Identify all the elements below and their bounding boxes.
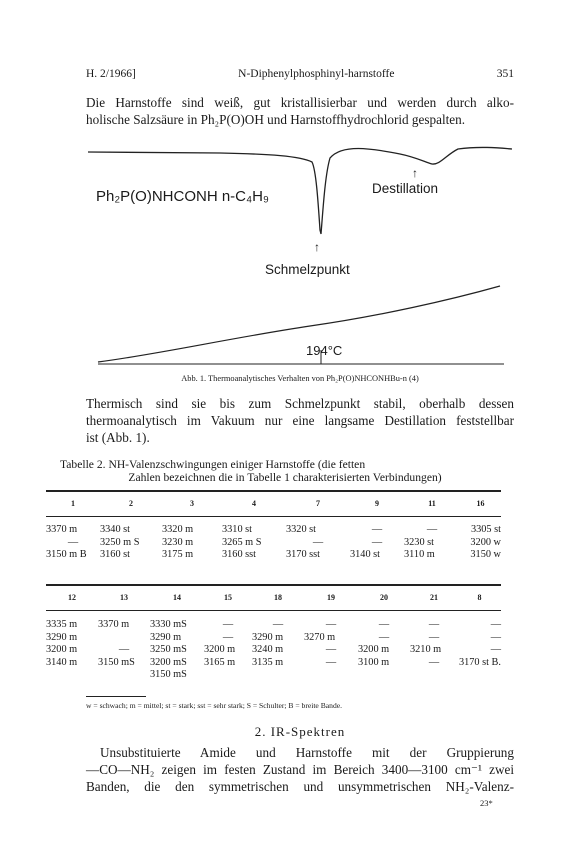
column-header: 3: [190, 498, 194, 508]
table-cell: 3320 m: [162, 524, 194, 535]
footnote-rule: [86, 696, 146, 697]
column-header: 19: [327, 592, 335, 602]
table-cell: [98, 669, 150, 682]
intro-paragraph: [86, 94, 514, 128]
column-header: 2: [129, 498, 133, 508]
table-cell: 3370 m: [46, 524, 78, 535]
table-cell: 3200 m: [204, 644, 236, 656]
table-cell: [252, 669, 304, 682]
table-cell: 3170 sst: [286, 549, 321, 561]
section-heading: 2. IR-Spektren: [254, 724, 346, 739]
table-cell: —: [67, 536, 79, 548]
table-cell: —: [490, 631, 501, 643]
table-cell: 3160 sst: [222, 549, 257, 561]
column-header: 18: [274, 592, 282, 602]
table-cell: 3150 mS: [150, 669, 187, 681]
column-header: 11: [428, 498, 436, 508]
table-cell: 3270 m: [304, 631, 336, 643]
table-cell: 3170 st B.: [458, 656, 501, 668]
table-row: [46, 657, 501, 670]
thermoanalysis-figure: [80, 140, 520, 380]
table-cell: 3150 mS: [98, 656, 135, 668]
column-header: 4: [252, 498, 256, 508]
table-title: [60, 458, 510, 484]
column-header: 20: [380, 592, 388, 602]
table-cell: —: [378, 619, 390, 630]
table-cell: 3160 st: [100, 549, 131, 561]
table-cell: [458, 669, 501, 682]
temperature-label: 194°C: [306, 343, 343, 358]
table-cell: —: [378, 631, 390, 643]
table-cell: [98, 632, 150, 645]
table-cell: —: [428, 656, 440, 668]
section-line: Banden, die den symmetrischen und unsymmetrischen NH₂-Valenz-: [86, 779, 514, 794]
table-cell: 3335 m: [46, 619, 78, 630]
table-header-row: [46, 492, 501, 514]
signature-mark: 23*: [480, 798, 493, 808]
table-cell: —: [490, 619, 501, 630]
body-line: Thermisch sind sie bis zum Schmelzpunkt stabil, oberhalb dessen: [86, 396, 514, 411]
journal-issue: H. 2/1966]: [86, 68, 136, 80]
table-cell: 3150 m B: [46, 549, 87, 561]
table-cell: 3340 st: [100, 524, 131, 535]
table-cell: 3230 m: [162, 536, 194, 548]
table-cell: [304, 669, 358, 682]
table-cell: —: [371, 536, 383, 548]
column-header: 15: [224, 592, 232, 602]
intro-line: holische Salzsäure in Ph₂P(O)OH und Harnstoffhydrochlorid gespalten.: [86, 112, 466, 127]
table-row: [46, 632, 501, 645]
table-cell: [204, 669, 252, 682]
arrow-up-icon: ↑: [314, 240, 320, 254]
table-cell: —: [325, 656, 337, 668]
body-line: thermoanalytisch im Vakuum nur eine langsame Destillation feststellbar: [86, 413, 514, 428]
table-cell: 3290 m: [150, 631, 182, 643]
table-cell: 3150 w: [470, 549, 501, 561]
table-row: [46, 549, 501, 562]
table-cell: 3100 m: [358, 656, 390, 668]
table-row: [46, 619, 501, 632]
table-row: [46, 524, 501, 537]
table-cell: 3330 mS: [150, 619, 187, 630]
table-cell: —: [312, 536, 324, 548]
table-cell: 3240 m: [252, 644, 284, 656]
table-cell: 3230 st: [404, 536, 435, 548]
table-rule-header: [46, 516, 501, 517]
table-cell: —: [222, 631, 234, 643]
body-line: ist (Abb. 1).: [86, 430, 150, 445]
section-line: Unsubstituierte Amide und Harnstoffe mit der Gruppierung: [100, 745, 514, 760]
melting-point-label: Schmelzpunkt: [265, 262, 350, 277]
table-cell: 3175 m: [162, 549, 194, 561]
table-cell: 3250 mS: [150, 644, 187, 656]
table-row: [46, 669, 501, 682]
page-number: 351: [496, 68, 514, 80]
table-cell: —: [272, 619, 284, 630]
table-row: [46, 644, 501, 657]
table-cell: [358, 669, 410, 682]
table-cell: 3110 m: [404, 549, 435, 561]
table-cell: 3250 m S: [100, 536, 140, 548]
section-paragraph: [86, 744, 514, 795]
arrow-up-icon: ↑: [412, 166, 418, 180]
intro-line: Die Harnstoffe sind weiß, gut kristallisierbar und werden durch alko-: [86, 95, 514, 110]
table-cell: —: [325, 619, 337, 630]
table-title-line: Zahlen bezeichnen die in Tabelle 1 charakterisierten Verbindungen): [128, 471, 442, 484]
column-header: 8: [477, 592, 482, 602]
nh-table-part2: [46, 586, 501, 682]
table-cell: —: [428, 631, 440, 643]
body-paragraph: [86, 395, 514, 446]
page-header: [86, 68, 514, 80]
table-cell: —: [490, 644, 501, 656]
table-cell: 3290 m: [252, 631, 284, 643]
table-cell: [46, 669, 98, 682]
distillation-label: Destillation: [372, 181, 439, 196]
column-header: 1: [71, 498, 75, 508]
table-cell: 3200 mS: [150, 656, 187, 668]
table-cell: 3310 st: [222, 524, 253, 535]
column-header: 14: [173, 592, 181, 602]
running-title: N-Diphenylphosphinyl-harnstoffe: [238, 68, 395, 80]
figure-caption: Abb. 1. Thermoanalytisches Verhalten von Ph₂P(O)NHCONHBu-n (4): [181, 374, 419, 383]
table-title-line: Tabelle 2. NH-Valenzschwingungen einiger Harnstoffe (die fetten: [60, 458, 366, 471]
table-cell: —: [118, 644, 130, 656]
table-cell: 3210 m: [410, 644, 442, 656]
section-line: —CO—NH₂ zeigen im festen Zustand im Bereich 3400—3100 cm⁻¹ zwei: [86, 762, 514, 777]
table-cell: 3200 m: [358, 644, 390, 656]
column-header: 12: [68, 592, 76, 602]
table-cell: 3135 m: [252, 656, 284, 668]
table-cell: 3140 st: [350, 549, 381, 561]
column-header: 7: [316, 498, 320, 508]
column-header: 21: [430, 592, 438, 602]
table-cell: —: [426, 524, 438, 535]
table-row: [46, 537, 501, 550]
table-cell: 3305 st: [470, 524, 501, 535]
table-cell: 3140 m: [46, 656, 78, 668]
table-cell: —: [325, 644, 337, 656]
table-cell: 3290 m: [46, 631, 78, 643]
column-header: 13: [120, 592, 128, 602]
nh-table-part1: [46, 492, 501, 562]
table-rule-header2: [46, 610, 501, 611]
table-header-row: [46, 586, 501, 608]
table-cell: 3265 m S: [222, 536, 262, 548]
table-cell: 3165 m: [204, 656, 236, 668]
table-cell: 3200 m: [46, 644, 78, 656]
table-cell: —: [428, 619, 440, 630]
table-cell: 3320 st: [286, 524, 317, 535]
table-cell: —: [222, 619, 234, 630]
table-cell: [410, 669, 458, 682]
table-cell: 3370 m: [98, 619, 130, 630]
table-footnote: w = schwach; m = mittel; st = stark; sst = sehr stark; S = Schulter; B = breite Bande.: [86, 701, 343, 710]
column-header: 9: [375, 498, 379, 508]
table-cell: 3200 w: [470, 536, 501, 548]
table-cell: —: [371, 524, 383, 535]
compound-formula: Ph₂P(O)NHCONH n-C₄H₉: [96, 188, 269, 205]
column-header: 16: [476, 498, 485, 508]
tg-curve: [98, 286, 500, 362]
